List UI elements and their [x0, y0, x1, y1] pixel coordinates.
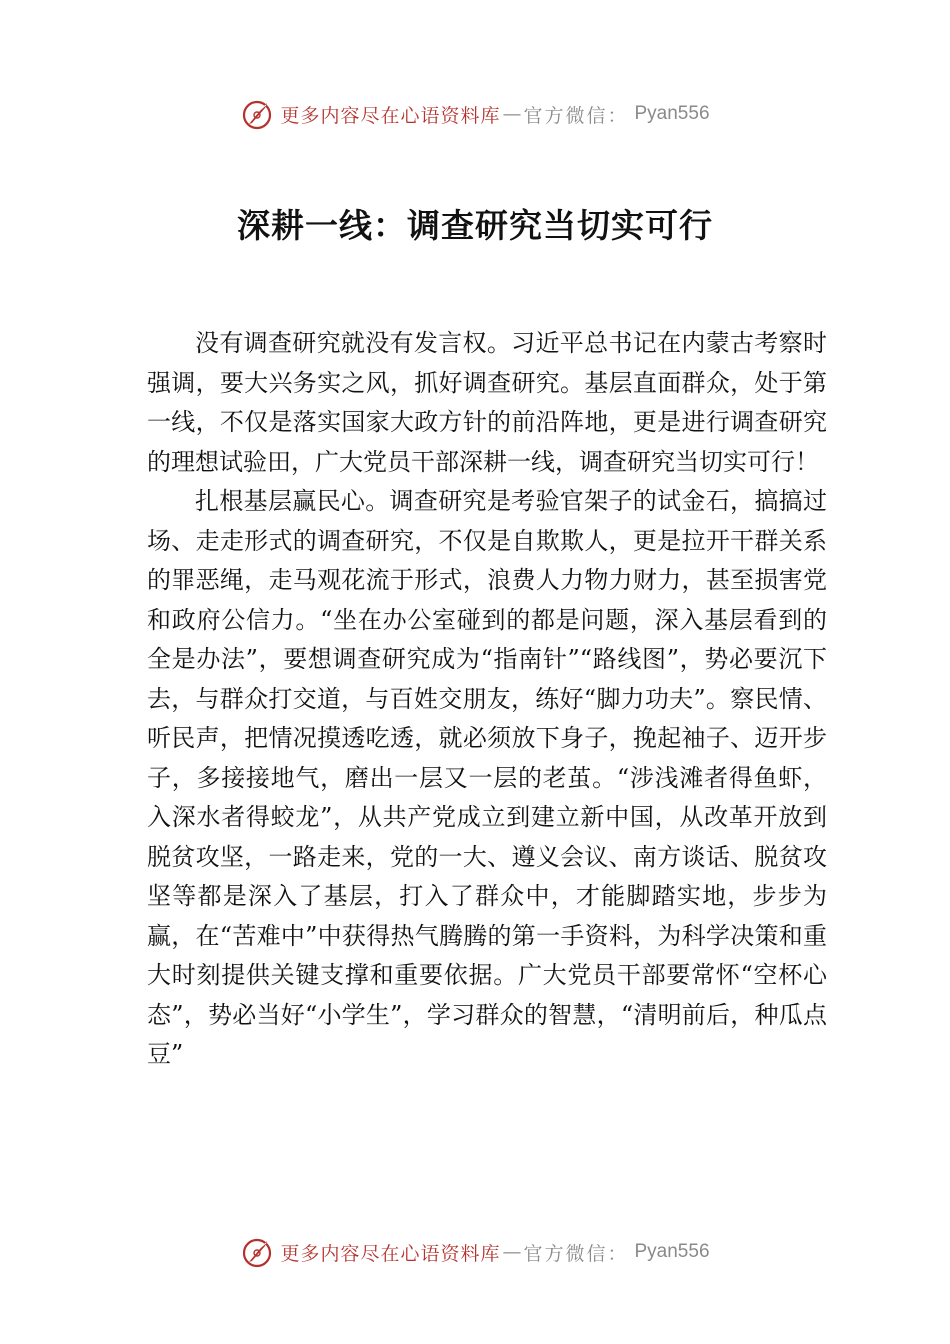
- banner-dash: —: [502, 103, 522, 125]
- paragraph-2: 扎根基层赢民心。调查研究是考验官架子的试金石，搞搞过场、走走形式的调查研究，不仅是自欺欺人，更是拉开干群关系的罪恶绳，走马观花流于形式，浪费人力物力财力，甚至损害党和政府公信力。“坐在办公室碰到的都是问题，深入基层看到的全是办法”，要想调查研究成为“指南针”“路线图”，势必要沉下去，与群众打交道，与百姓交朋友，练好“脚力功夫”。察民情、听民声，把情况摸透吃透，就必须放下身子，挽起袖子、迈开步子，多接接地气，磨出一层又一层的老茧。“涉浅滩者得鱼虾，入深水者得蛟龙”，从共产党成立到建立新中国，从改革开放到脱贫攻坚，一路走来，党的一大、遵义会议、南方谈话、脱贫攻坚等都是深入了基层，打入了群众中，才能脚踏实地，步步为赢，在“苦难中”中获得热气腾腾的第一手资料，为科学决策和重大时刻提供关键支撑和重要依据。广大党员干部要常怀“空杯心态”，势必当好“小学生”，学习群众的智慧，“清明前后，种瓜点豆”: [147, 487, 827, 1068]
- header-banner: [0, 92, 950, 136]
- paragraph-1: 没有调查研究就没有发言权。习近平总书记在内蒙古考察时强调，要大兴务实之风，抓好调查研究。基层直面群众，处于第一线，不仅是落实国家大政方针的前沿阵地，更是进行调查研究的理想试验田，广大党员干部深耕一线，调查研究当切实可行！: [147, 329, 827, 476]
- footer-wechat-id: Pyan556: [634, 1241, 710, 1262]
- quill-logo-icon: [240, 97, 274, 131]
- banner-wechat-label: 官方微信：: [523, 104, 629, 127]
- footer-dash: —: [502, 1241, 522, 1263]
- footer-brand-text: 更多内容尽在心语资料库: [280, 1242, 501, 1265]
- document-title: 深耕一线：调查研究当切实可行: [237, 206, 713, 245]
- document-body: [147, 324, 827, 1075]
- banner-wechat-id: Pyan556: [634, 103, 710, 124]
- footer-banner: [0, 1230, 950, 1274]
- quill-logo-icon: [240, 1235, 274, 1269]
- banner-brand-text: 更多内容尽在心语资料库: [280, 104, 501, 127]
- footer-wechat-label: 官方微信：: [523, 1242, 629, 1265]
